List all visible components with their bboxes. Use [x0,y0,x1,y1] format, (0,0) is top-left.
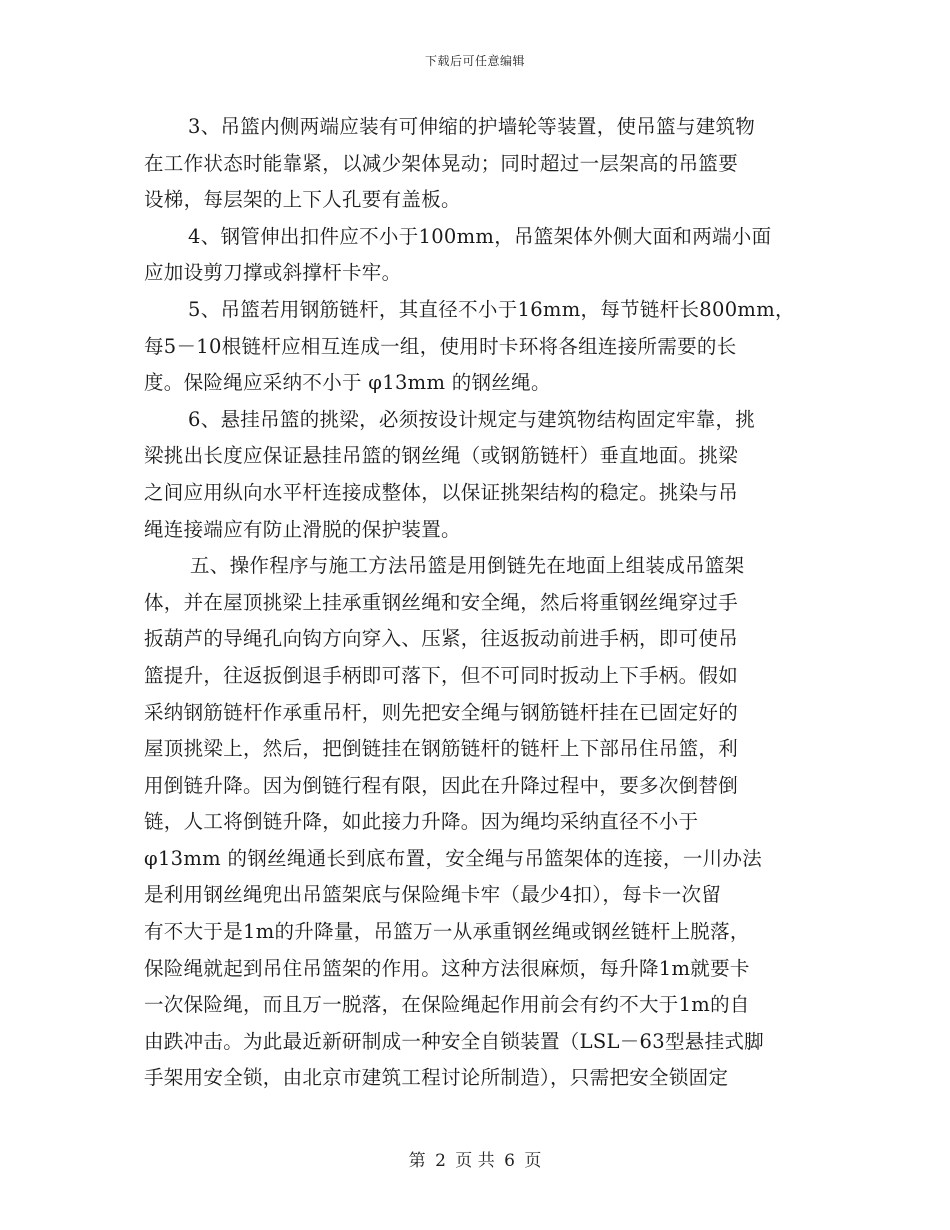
page-number-middle: 页 共 [455,1151,495,1171]
text-line: φ13mm 的钢丝绳通长到底布置，安全绳与吊篮架体的连接，一川办法 [144,846,763,870]
paragraph-item-6 [144,402,812,548]
page-number-prefix: 第 [408,1151,426,1171]
text-line: 梁挑出长度应保证悬挂吊篮的钢丝绳（或钢筋链杆）垂直地面。挑梁 [144,444,739,468]
text-line: 由跌冲击。为此最近新研制成一种安全自锁装置（LSL－63型悬挂式脚 [144,1029,764,1053]
text-line: 五、操作程序与施工方法吊篮是用倒链先在地面上组装成吊篮架 [190,554,745,578]
text-line: 屋顶挑梁上，然后，把倒链挂在钢筋链杆的链杆上下部吊住吊篮，利 [144,737,739,761]
text-line: 链，人工将倒链升降，如此接力升降。因为绳均采纳直径不小于 [144,810,699,834]
text-line: 绳连接端应有防止滑脱的保护装置。 [144,517,461,541]
text-line: 在工作状态时能靠紧，以减少架体晃动；同时超过一层架高的吊篮要 [144,151,739,175]
text-line: 5、吊篮若用钢筋链杆，其直径不小于16mm，每节链杆长800mm， [188,297,795,321]
page-footer [0,1146,950,1171]
text-line: 之间应用纵向水平杆连接成整体，以保证挑架结构的稳定。挑染与吊 [144,480,739,504]
document-body [144,109,812,1097]
page-number-current: 2 [435,1151,446,1171]
page-number-suffix: 页 [524,1151,542,1171]
text-line: 有不大于是1m的升降量，吊篮万一从承重钢丝绳或钢丝链杆上脱落， [144,920,750,944]
text-line: 篮提升，往返扳倒退手柄即可落下，但不可同时扳动上下手柄。假如 [144,663,739,687]
text-line: 4、钢管伸出扣件应不小于100mm，吊篮架体外侧大面和两端小面 [188,224,772,248]
text-line: 一次保险绳，而且万一脱落，在保险绳起作用前会有约不大于1m的自 [144,993,750,1017]
text-line: 扳葫芦的导绳孔向钩方向穿入、压紧，往返扳动前进手柄，即可使吊 [144,627,739,651]
text-line: 采纳钢筋链杆作承重吊杆，则先把安全绳与钢筋链杆挂在已固定好的 [144,700,739,724]
page-header: 下载后可任意编辑 [424,54,525,68]
text-line: 应加设剪刀撑或斜撑杆卡牢。 [144,261,402,285]
text-line: 每5－10根链杆应相互连成一组，使用时卡环将各组连接所需要的长 [144,334,737,358]
paragraph-item-5 [144,292,812,402]
paragraph-section-5 [144,548,812,1097]
text-line: 设梯，每层架的上下人孔要有盖板。 [144,188,461,212]
page-number-total: 6 [504,1151,515,1171]
text-line: 用倒链升降。因为倒链行程有限，因此在升降过程中，要多次倒替倒 [144,773,739,797]
text-line: 3、吊篮内侧两端应装有可伸缩的护墙轮等装置，使吊篮与建筑物 [188,115,756,138]
text-line: 保险绳就起到吊住吊篮架的作用。这种方法很麻烦，每升降1m就要卡 [144,956,750,980]
text-line: 体，并在屋顶挑梁上挂承重钢丝绳和安全绳，然后将重钢丝绳穿过手 [144,590,739,614]
text-line: 度。保险绳应采纳不小于 φ13mm 的钢丝绳。 [144,371,551,395]
text-line: 6、悬挂吊篮的挑梁，必须按设计规定与建筑物结构固定牢靠，挑 [188,407,756,431]
paragraph-item-3 [144,109,812,219]
paragraph-item-4 [144,219,812,292]
text-line: 手架用安全锁，由北京市建筑工程讨论所制造），只需把安全锁固定 [144,1066,729,1090]
text-line: 是利用钢丝绳兜出吊篮架底与保险绳卡牢（最少4扣），每卡一次留 [144,883,722,907]
